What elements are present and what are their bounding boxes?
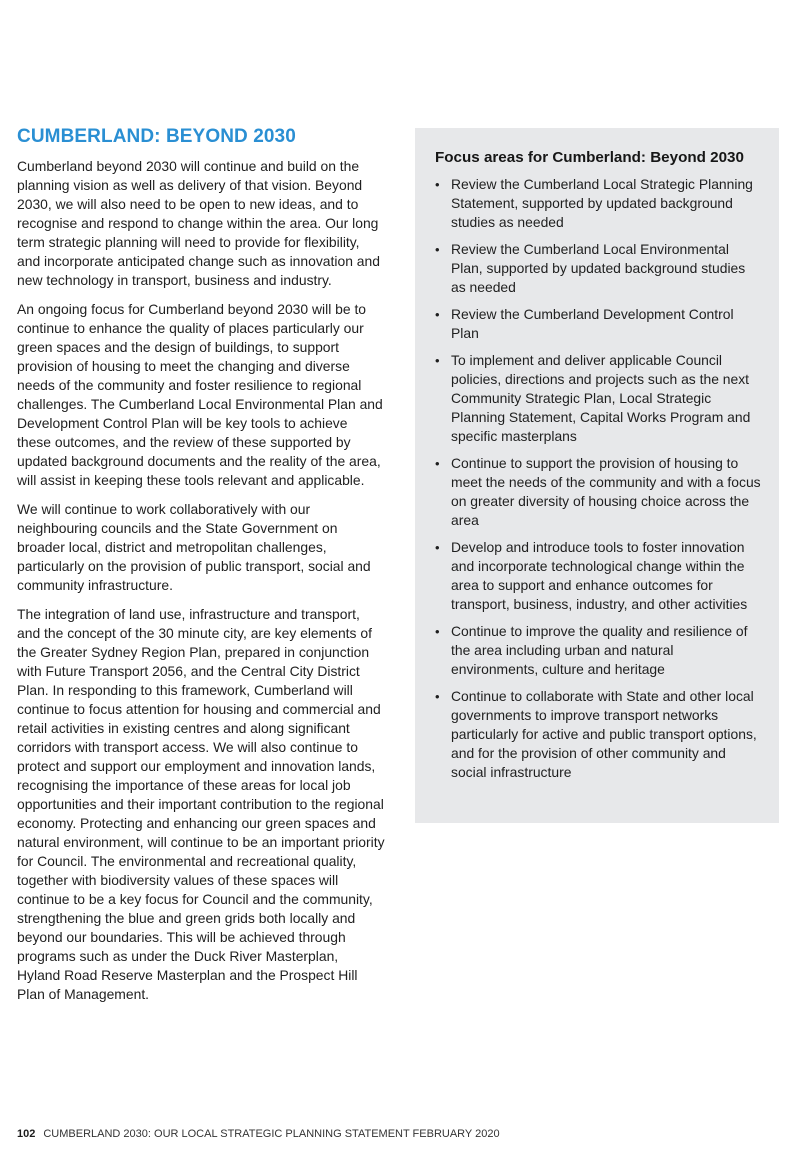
body-paragraph: We will continue to work collaboratively with our neighbouring councils and the State Government on broader local, district and metropolitan challenges, particularly on the provision of public transport, social and community infrastructure.	[17, 501, 371, 593]
bullet-icon: •	[435, 540, 440, 555]
body-paragraph: The integration of land use, infrastructure and transport, and the concept of the 30 minute city, are key elements of the Greater Sydney Region Plan, prepared in conjunction with Future Transport 2056, and the Central City District Plan. In responding to this framework, Cumberland will continue to focus attention for housing and commercial and retail activities in existing centres and along significant corridors with transport access. We will also continue to protect and support our employment and innovation lands, recognising the importance of these areas for local job opportunities and their important contribution to the regional economy. Protecting and enhancing our green spaces and natural environment, will continue to be an important priority for Council. The environmental and recreational quality, together with biodiversity values of these spaces will continue to be a key focus for Council and the community, strengthening the blue and green grids both locally and beyond our boundaries. This will be achieved through programs such as under the Duck River Masterplan, Hyland Road Reserve Masterplan and the Prospect Hill Plan of Management.	[17, 606, 385, 1002]
list-item-text: Develop and introduce tools to foster innovation and incorporate technological change within the area to support and enhance outcomes for transport, business, industry, and other activities	[451, 539, 748, 612]
focus-areas-box	[415, 128, 779, 823]
list-item-text: Review the Cumberland Local Environmental Plan, supported by updated background studies as needed	[451, 241, 746, 295]
page-footer	[17, 1128, 500, 1141]
bullet-icon: •	[435, 177, 440, 192]
list-item-text: Continue to support the provision of housing to meet the needs of the community and with a focus on greater diversity of housing choice across the area	[451, 455, 761, 528]
list-item	[435, 687, 763, 782]
list-item	[435, 305, 763, 343]
bullet-icon: •	[435, 353, 440, 368]
footer-text: CUMBERLAND 2030: OUR LOCAL STRATEGIC PLANNING STATEMENT FEBRUARY 2020	[43, 1128, 500, 1140]
bullet-icon: •	[435, 456, 440, 471]
list-item-text: Review the Cumberland Development Control Plan	[451, 306, 734, 341]
body-paragraph: An ongoing focus for Cumberland beyond 2030 will be to continue to enhance the quality of places particularly our green spaces and the design of buildings, to support provision of housing to meet the changing and diverse needs of the community and foster resilience to regional challenges. The Cumberland Local Environmental Plan and Development Control Plan will be key tools to achieve these outcomes, and the review of these supported by updated background documents and the reality of the area, will assist in keeping these tools relevant and applicable.	[17, 301, 383, 488]
bullet-icon: •	[435, 307, 440, 322]
list-item	[435, 175, 763, 232]
section-title: CUMBERLAND: BEYOND 2030	[17, 126, 296, 147]
list-item	[435, 240, 763, 297]
list-item	[435, 622, 763, 679]
page-number: 102	[17, 1128, 36, 1140]
list-item	[435, 538, 763, 614]
list-item-text: Continue to collaborate with State and other local governments to improve transport networks particularly for active and public transport options, and for the provision of other community and social infrastructure	[451, 688, 757, 780]
list-item-text: To implement and deliver applicable Council policies, directions and projects such as the next Community Strategic Plan, Local Strategic Planning Statement, Capital Works Program and specific masterplans	[451, 352, 751, 444]
list-item	[435, 351, 763, 446]
list-item	[435, 454, 763, 530]
main-column	[17, 126, 385, 1014]
bullet-icon: •	[435, 689, 440, 704]
body-paragraph: Cumberland beyond 2030 will continue and build on the planning vision as well as delivery of that vision. Beyond 2030, we will also need to be open to new ideas, and to recognise and respond to change within the area. Our long term strategic planning will need to provide for flexibility, and incorporate anticipated change such as innovation and new technology in transport, business and industry.	[17, 158, 380, 288]
focus-areas-list	[435, 175, 763, 782]
list-item-text: Continue to improve the quality and resilience of the area including urban and natural environments, culture and heritage	[451, 623, 748, 677]
focus-areas-title: Focus areas for Cumberland: Beyond 2030	[435, 149, 744, 166]
bullet-icon: •	[435, 242, 440, 257]
list-item-text: Review the Cumberland Local Strategic Planning Statement, supported by updated background studies as needed	[451, 176, 753, 230]
bullet-icon: •	[435, 624, 440, 639]
